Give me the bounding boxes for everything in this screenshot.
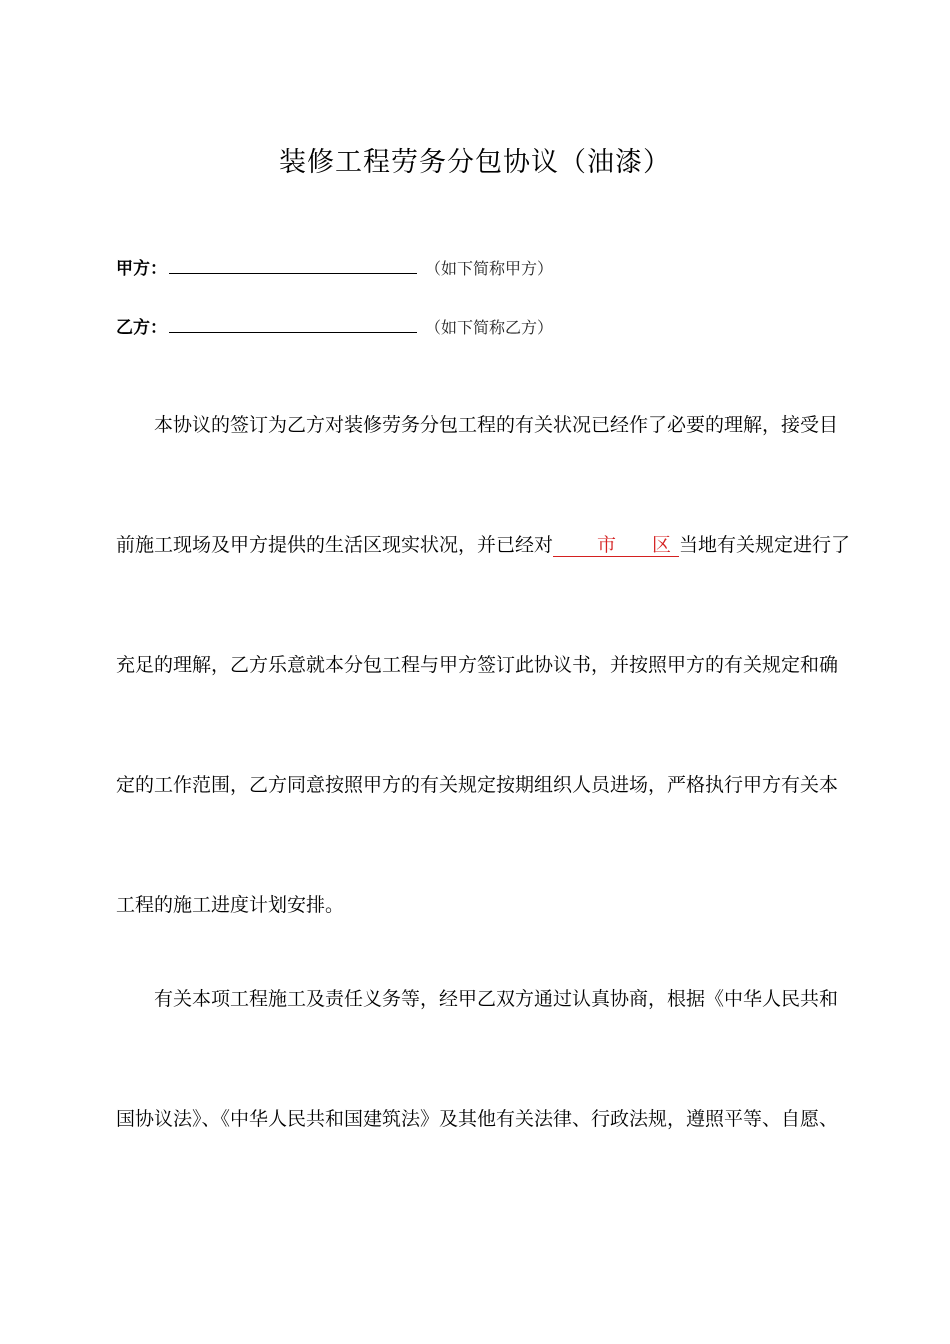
paragraph2-line1: 有关本项工程施工及责任义务等，经甲乙双方通过认真协商，根据《中华人民共和 <box>154 988 839 1010</box>
fill-district: 区 <box>652 534 672 556</box>
paragraph2-line2: 国协议法》、《中华人民共和国建筑法》及其他有关法律、行政法规，遵照平等、自愿、 <box>116 1108 839 1130</box>
party-b-note: （如下简称乙方） <box>425 318 554 337</box>
paragraph1-line2-before: 前施工现场及甲方提供的生活区现实状况，并已经对 <box>116 534 554 556</box>
location-fill-field[interactable] <box>553 532 679 557</box>
party-a-note: （如下简称甲方） <box>425 259 554 278</box>
paragraph1-line3: 充足的理解，乙方乐意就本分包工程与甲方签订此协议书，并按照甲方的有关规定和确 <box>116 654 839 676</box>
paragraph1-line5: 工程的施工进度计划安排。 <box>116 894 345 916</box>
fill-city: 市 <box>597 534 617 556</box>
party-b-blank-field[interactable] <box>169 312 417 333</box>
paragraph1-line2 <box>116 530 856 560</box>
paragraph1-line2-after: 当地有关规定进行了 <box>679 534 851 556</box>
party-a-blank-field[interactable] <box>169 253 417 274</box>
paragraph1-line4: 定的工作范围，乙方同意按照甲方的有关规定按期组织人员进场，严格执行甲方有关本 <box>116 774 839 796</box>
party-a-line <box>116 253 553 283</box>
party-a-label: 甲方： <box>116 259 167 279</box>
party-b-label: 乙方： <box>116 318 167 338</box>
paragraph1-line1: 本协议的签订为乙方对装修劳务分包工程的有关状况已经作了必要的理解，接受目 <box>154 414 839 436</box>
document-title: 装修工程劳务分包协议（油漆） <box>279 147 671 178</box>
party-b-line <box>116 312 553 342</box>
